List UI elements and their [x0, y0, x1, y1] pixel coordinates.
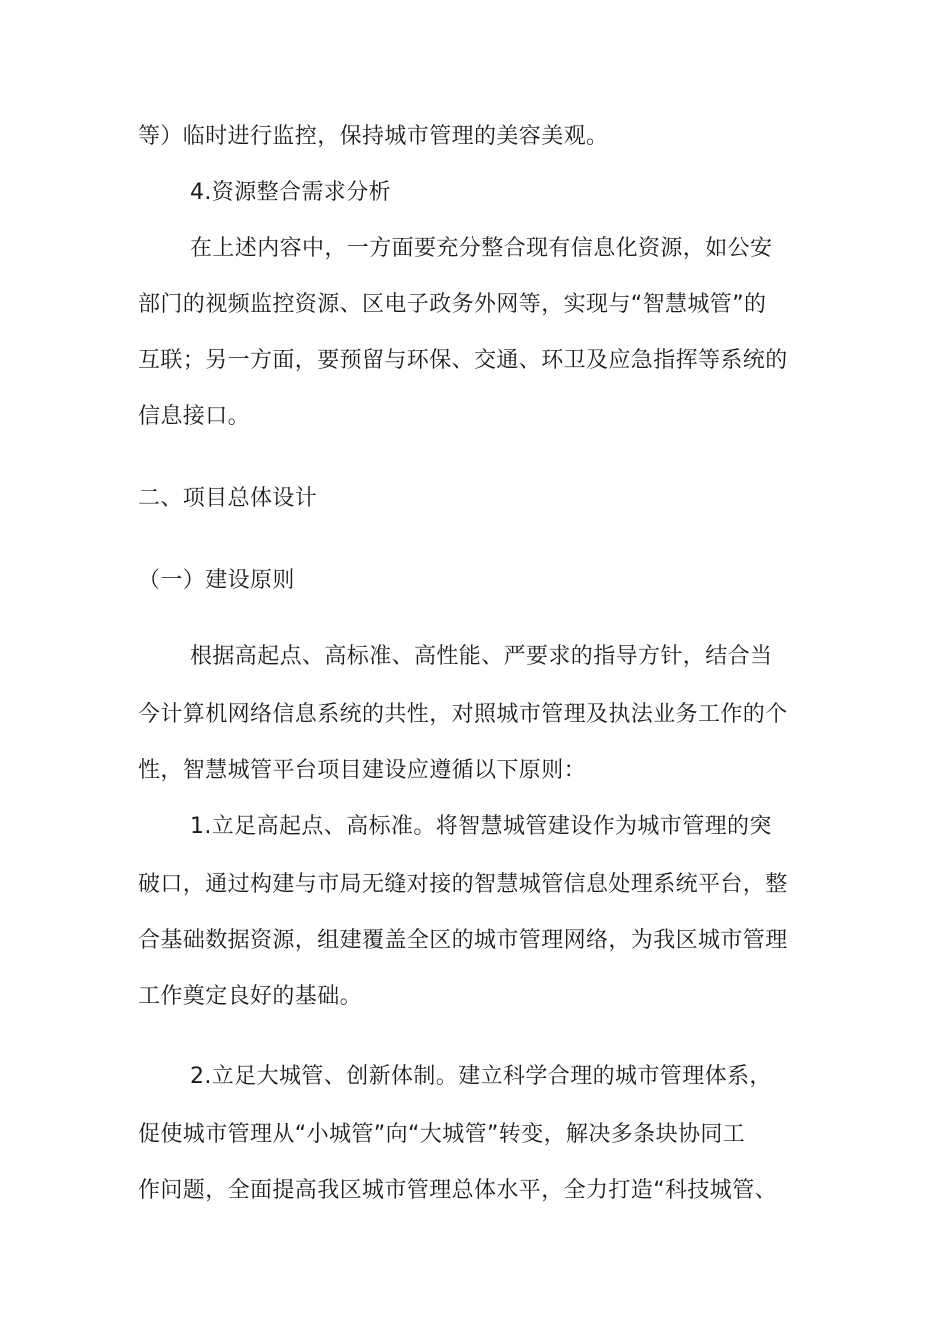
subsection-heading: （一）建设原则 [138, 568, 295, 593]
paragraph-line: 互联；另一方面，要预留与环保、交通、环卫及应急指挥等系统的 [138, 348, 788, 373]
paragraph-line: 破口，通过构建与市局无缝对接的智慧城管信息处理系统平台，整 [138, 872, 788, 897]
paragraph-line: 性，智慧城管平台项目建设应遵循以下原则： [138, 758, 587, 783]
paragraph-line: 部门的视频监控资源、区电子政务外网等，实现与“智慧城管”的 [138, 292, 767, 317]
section-heading: 二、项目总体设计 [138, 486, 318, 511]
principle-item-2: 2.立足大城管、创新体制。建立科学合理的城市管理体系， [190, 1064, 772, 1089]
paragraph-line: 合基础数据资源，组建覆盖全区的城市管理网络，为我区城市管理 [138, 928, 788, 953]
paragraph-line: 今计算机网络信息系统的共性，对照城市管理及执法业务工作的个 [138, 702, 788, 727]
paragraph-line: 工作奠定良好的基础。 [138, 984, 363, 1009]
subheading-resource-integration: 4.资源整合需求分析 [190, 180, 391, 205]
paragraph-line: 作问题，全面提高我区城市管理总体水平，全力打造“科技城管、 [138, 1178, 777, 1203]
paragraph-line: 等）临时进行监控，保持城市管理的美容美观。 [138, 124, 609, 149]
paragraph-line: 信息接口。 [138, 404, 251, 429]
principle-item-1: 1.立足高起点、高标准。将智慧城管建设作为城市管理的突 [190, 814, 772, 839]
paragraph-line: 促使城市管理从“小城管”向“大城管”转变，解决多条块协同工 [138, 1122, 746, 1147]
paragraph-line: 根据高起点、高标准、高性能、严要求的指导方针，结合当 [190, 644, 773, 669]
paragraph-line: 在上述内容中，一方面要充分整合现有信息化资源，如公安 [190, 236, 773, 261]
